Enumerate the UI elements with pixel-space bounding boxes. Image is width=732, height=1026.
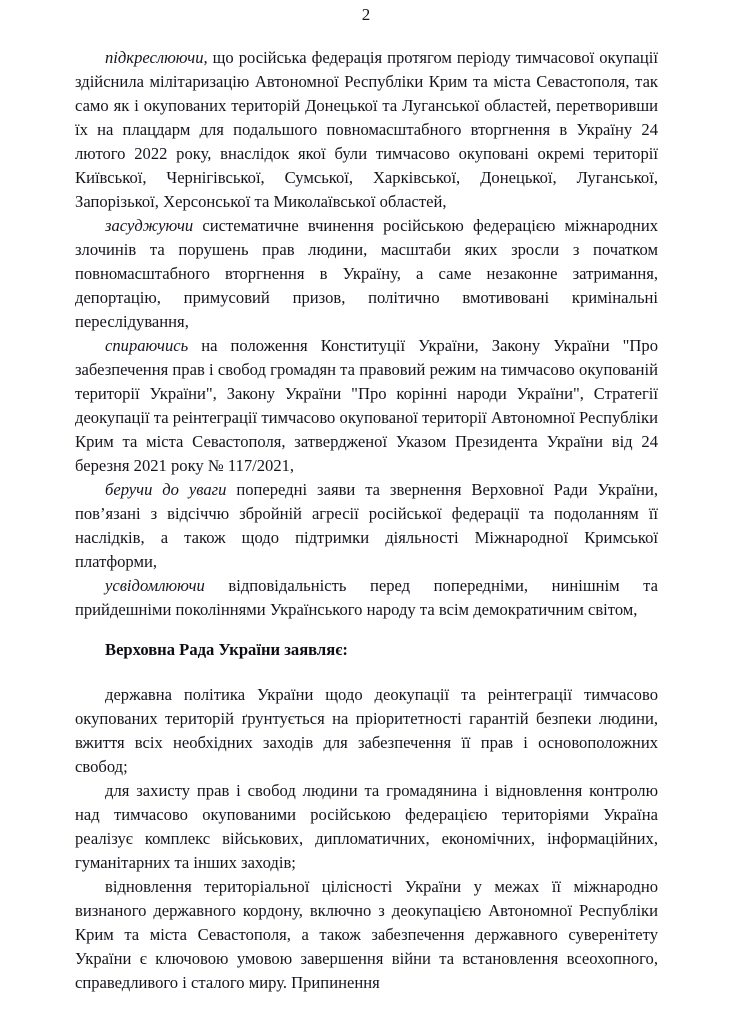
paragraph-lead-in: спираючись bbox=[105, 336, 189, 355]
paragraph-text: що російська федерація протягом періоду тимчасової окупації здійснила мілітаризацію Автономної Республіки Крим та міста Севастополя, так само як і окупованих територій Донецької та Луганської областей, перетворивши їх на плацдарм для подальшого повномасштабного вторгнення в Україну 24 лютого 2022 року, внаслідок якої були тимчасово окуповані окремі території Київської, Чернігівської, Сумської, Харківської, Донецької, Луганської, Запорізької, Херсонської та Миколаївської областей, bbox=[75, 48, 658, 211]
statement-text: відновлення територіальної цілісності України у межах її міжнародно визнаного державного кордону, включно з деокупацією Автономної Республіки Крим та міста Севастополя, а також забезпечення державного суверенітету України є ключовою умовою завершення війни та встановлення всеохопного, справедливого і сталого миру. Припинення bbox=[75, 877, 658, 992]
paragraph-text: на положення Конституції України, Закону України "Про забезпечення прав і свобод громадян та правовий режим на тимчасово окупованій території України", Закону України "Про корінні народи України", Стратегії деокупації та реінтеграції тимчасово окупованої території Автономної Республіки Крим та міста Севастополя, затвердженої Указом Президента України від 24 березня 2021 року № 117/2021, bbox=[75, 336, 658, 475]
paragraph-text: відповідальність перед попередніми, нинішнім та прийдешніми поколіннями Українського народу та всім демократичним світом, bbox=[75, 576, 658, 619]
paragraph-lead-in: беручи до уваги bbox=[105, 480, 227, 499]
paragraph-pidkreslyuyuchy bbox=[75, 46, 658, 214]
paragraph-lead-in: усвідомлюючи bbox=[105, 576, 205, 595]
statement-state-policy bbox=[75, 683, 658, 779]
statement-text: державна політика України щодо деокупації та реінтеграції тимчасово окупованих територій ґрунтується на пріоритетності гарантій безпеки людини, вжиття всіх необхідних заходів для забезпечення її прав і основоположних свобод; bbox=[75, 685, 658, 776]
paragraph-usvidomlyuyuchy bbox=[75, 574, 658, 622]
paragraph-text: попередні заяви та звернення Верховної Ради України, пов’язані з відсіччю збройній агресії російської федерації та подоланням її наслідків, а також щодо підтримки діяльності Міжнародної Кримської платформи, bbox=[75, 480, 658, 571]
statement-rights-protection bbox=[75, 779, 658, 875]
paragraph-lead-in: підкреслюючи, bbox=[105, 48, 208, 67]
paragraph-spyrayuchys bbox=[75, 334, 658, 478]
statement-text: для захисту прав і свобод людини та громадянина і відновлення контролю над тимчасово окупованими російською федерацією територіями Україна реалізує комплекс військових, дипломатичних, економічних, інформаційних, гуманітарних та інших заходів; bbox=[75, 781, 658, 872]
paragraph-text: систематичне вчинення російською федерацією міжнародних злочинів та порушень прав людини, масштаби яких зросли з початком повномасштабного вторгнення в Україну, а саме незаконне затримання, депортацію, примусовий призов, політично вмотивовані кримінальні переслідування, bbox=[75, 216, 658, 331]
paragraph-zasudzhuyuchy bbox=[75, 214, 658, 334]
page-number: 2 bbox=[361, 5, 371, 24]
paragraph-lead-in: засуджуючи bbox=[105, 216, 194, 235]
declaration-heading: Верховна Рада України заявляє: bbox=[105, 640, 348, 659]
document-body bbox=[75, 46, 658, 995]
paragraph-beruchy-do-uvahy bbox=[75, 478, 658, 574]
statement-territorial-integrity bbox=[75, 875, 658, 995]
